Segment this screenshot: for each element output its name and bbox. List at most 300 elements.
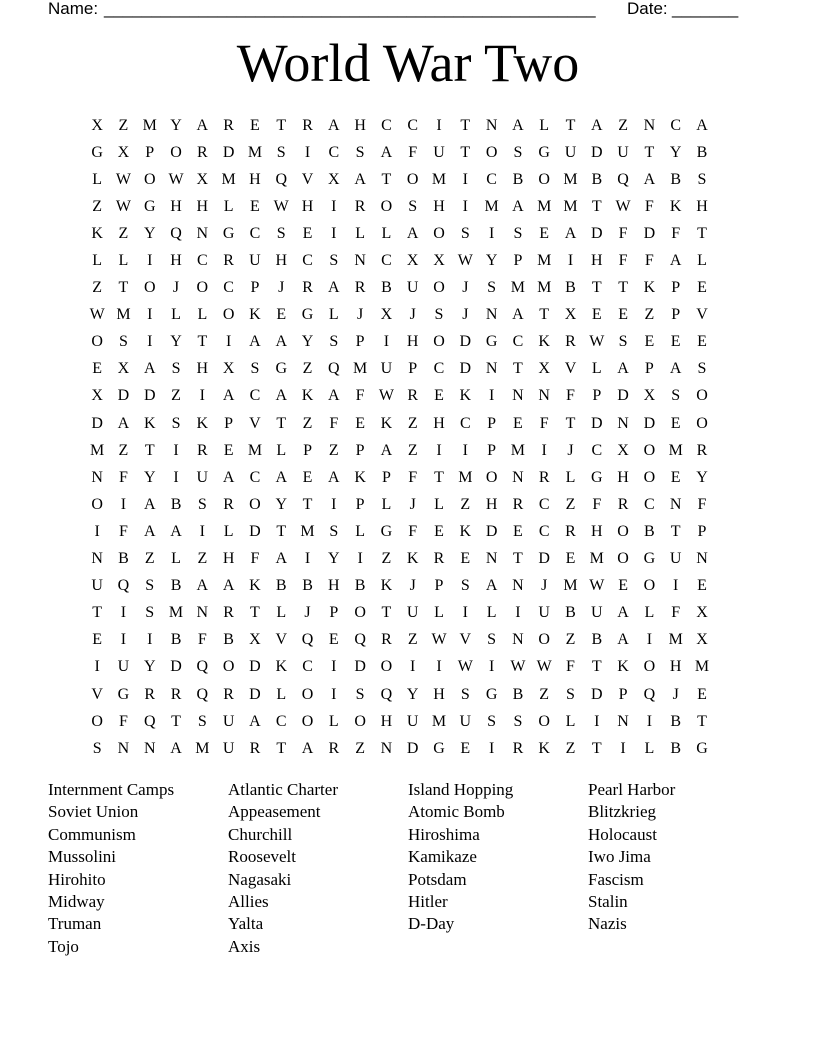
grid-letter: L bbox=[355, 522, 365, 540]
grid-letter: O bbox=[538, 712, 550, 730]
grid-letter: T bbox=[644, 143, 655, 161]
grid-letter: D bbox=[170, 658, 182, 676]
grid-letter: X bbox=[564, 306, 577, 324]
grid-letter: E bbox=[565, 550, 576, 568]
grid-letter: J bbox=[304, 604, 311, 622]
grid-letter: A bbox=[170, 522, 182, 540]
grid-letter: E bbox=[697, 279, 707, 297]
grid-letter: M bbox=[537, 197, 552, 215]
grid-letter: A bbox=[669, 360, 682, 378]
grid-row bbox=[84, 247, 715, 274]
grid-letter: A bbox=[564, 224, 577, 242]
grid-letter: S bbox=[329, 333, 339, 351]
grid-letter: I bbox=[462, 604, 468, 622]
grid-letter: X bbox=[538, 360, 550, 378]
grid-letter: U bbox=[222, 712, 235, 730]
grid-letter: M bbox=[300, 522, 315, 540]
grid-letter: N bbox=[143, 739, 156, 757]
grid-letter: D bbox=[249, 658, 261, 676]
grid-letter: I bbox=[173, 468, 179, 486]
grid-letter: T bbox=[591, 197, 602, 215]
grid-letter: K bbox=[249, 577, 261, 595]
grid-letter: X bbox=[196, 170, 209, 188]
grid-letter: Q bbox=[196, 685, 209, 703]
grid-letter: Y bbox=[485, 252, 498, 270]
grid-letter: K bbox=[380, 414, 393, 432]
grid-letter: H bbox=[222, 550, 235, 568]
grid-letter: T bbox=[591, 739, 602, 757]
grid-letter: W bbox=[115, 197, 131, 215]
grid-letter: D bbox=[538, 550, 550, 568]
grid-letter: T bbox=[250, 604, 260, 622]
grid-letter: T bbox=[302, 495, 313, 513]
grid-letter: I bbox=[436, 658, 442, 676]
header-line bbox=[48, 0, 748, 20]
grid-letter: J bbox=[462, 279, 469, 297]
grid-letter: I bbox=[331, 658, 337, 676]
grid-letter: U bbox=[669, 550, 682, 568]
grid-letter: M bbox=[694, 658, 710, 676]
grid-letter: M bbox=[116, 306, 131, 324]
grid-letter: S bbox=[513, 143, 523, 161]
grid-letter: I bbox=[147, 306, 153, 324]
grid-letter: Z bbox=[144, 550, 155, 568]
grid-letter: E bbox=[302, 468, 313, 486]
grid-letter: K bbox=[354, 468, 366, 486]
grid-letter: N bbox=[617, 712, 629, 730]
grid-letter: R bbox=[512, 495, 524, 513]
grid-letter: N bbox=[696, 550, 708, 568]
grid-letter: O bbox=[91, 495, 103, 513]
grid-letter: G bbox=[275, 360, 287, 378]
date-label: Date: bbox=[627, 0, 668, 18]
grid-letter: A bbox=[328, 279, 340, 297]
grid-letter: S bbox=[697, 360, 707, 378]
grid-letter: R bbox=[197, 441, 208, 459]
grid-row bbox=[84, 112, 715, 139]
grid-letter: A bbox=[196, 577, 209, 595]
grid-letter: I bbox=[488, 739, 495, 757]
grid-letter: P bbox=[513, 252, 523, 270]
grid-letter: O bbox=[485, 143, 498, 161]
date-blank: _______ bbox=[672, 0, 739, 18]
grid-letter: N bbox=[354, 252, 366, 270]
grid-letter: H bbox=[249, 170, 261, 188]
grid-letter: A bbox=[275, 333, 287, 351]
grid-letter: U bbox=[249, 252, 261, 270]
grid-letter: I bbox=[383, 333, 390, 351]
grid-letter: O bbox=[696, 414, 708, 432]
grid-letter: B bbox=[170, 631, 182, 649]
grid-letter: U bbox=[196, 468, 209, 486]
grid-letter: G bbox=[91, 143, 103, 161]
grid-letter: H bbox=[617, 468, 629, 486]
grid-letter: B bbox=[565, 279, 576, 297]
grid-letter: T bbox=[670, 522, 681, 540]
grid-letter: H bbox=[669, 658, 682, 676]
grid-letter: L bbox=[92, 252, 103, 270]
grid-letter: M bbox=[563, 577, 578, 595]
grid-row bbox=[84, 139, 715, 166]
grid-letter: P bbox=[592, 387, 602, 405]
grid-letter: K bbox=[538, 739, 550, 757]
grid-letter: T bbox=[565, 414, 576, 432]
grid-letter: P bbox=[697, 522, 707, 540]
grid-letter: M bbox=[589, 550, 604, 568]
grid-letter: K bbox=[643, 279, 656, 297]
grid-letter: A bbox=[617, 604, 629, 622]
grid-letter: U bbox=[406, 604, 419, 622]
grid-letter: A bbox=[222, 577, 235, 595]
grid-letter: H bbox=[433, 414, 445, 432]
grid-letter: Y bbox=[406, 685, 419, 703]
grid-letter: L bbox=[328, 306, 339, 324]
grid-letter: P bbox=[329, 604, 339, 622]
grid-letter: N bbox=[512, 577, 524, 595]
grid-letter: N bbox=[643, 116, 656, 134]
grid-letter: Q bbox=[170, 224, 182, 242]
grid-letter: L bbox=[92, 170, 103, 188]
grid-row bbox=[84, 464, 715, 491]
grid-letter: S bbox=[487, 712, 497, 730]
grid-letter: D bbox=[591, 685, 603, 703]
grid-letter: X bbox=[696, 631, 708, 649]
grid-letter: B bbox=[591, 170, 603, 188]
grid-letter: L bbox=[644, 739, 655, 757]
grid-letter: A bbox=[222, 468, 235, 486]
grid-letter: Z bbox=[618, 116, 628, 134]
grid-letter: C bbox=[644, 495, 655, 513]
grid-letter: S bbox=[197, 495, 207, 513]
grid-letter: N bbox=[485, 306, 498, 324]
grid-row bbox=[84, 518, 715, 545]
grid-letter: O bbox=[643, 577, 656, 595]
grid-letter: F bbox=[566, 387, 575, 405]
grid-letter: J bbox=[409, 495, 416, 513]
grid-letter: N bbox=[512, 468, 524, 486]
word-list bbox=[48, 779, 768, 958]
grid-letter: R bbox=[249, 739, 261, 757]
grid-letter: N bbox=[91, 468, 103, 486]
grid-letter: X bbox=[643, 387, 656, 405]
grid-letter: G bbox=[143, 197, 156, 215]
grid-letter: L bbox=[223, 197, 234, 215]
grid-letter: X bbox=[406, 252, 419, 270]
grid-letter: B bbox=[118, 550, 129, 568]
grid-letter: S bbox=[355, 143, 365, 161]
grid-letter: G bbox=[301, 306, 314, 324]
grid-letter: D bbox=[643, 224, 656, 242]
grid-letter: T bbox=[381, 170, 392, 188]
grid-letter: E bbox=[618, 577, 628, 595]
word-list-item: Stalin bbox=[588, 891, 628, 911]
grid-letter: T bbox=[276, 739, 287, 757]
grid-letter: I bbox=[462, 170, 468, 188]
grid-letter: W bbox=[89, 306, 105, 324]
grid-letter: I bbox=[304, 143, 311, 161]
grid-letter: A bbox=[512, 306, 524, 324]
grid-letter: F bbox=[566, 658, 575, 676]
grid-letter: O bbox=[249, 495, 261, 513]
grid-letter: A bbox=[485, 577, 498, 595]
grid-letter: T bbox=[276, 414, 287, 432]
grid-letter: A bbox=[617, 631, 629, 649]
grid-letter: C bbox=[223, 279, 234, 297]
word-list-item: Appeasement bbox=[228, 802, 321, 822]
grid-letter: J bbox=[409, 306, 416, 324]
grid-letter: R bbox=[223, 252, 234, 270]
grid-letter: Q bbox=[354, 631, 366, 649]
grid-letter: I bbox=[488, 387, 495, 405]
grid-letter: G bbox=[485, 333, 498, 351]
name-blank: ____________________________________________________ bbox=[104, 0, 596, 18]
grid-letter: S bbox=[487, 631, 497, 649]
grid-letter: N bbox=[485, 360, 498, 378]
grid-letter: O bbox=[143, 170, 156, 188]
grid-letter: B bbox=[302, 577, 313, 595]
grid-letter: P bbox=[487, 441, 497, 459]
grid-letter: L bbox=[565, 712, 576, 730]
grid-letter: Z bbox=[565, 631, 576, 649]
grid-letter: K bbox=[196, 414, 209, 432]
grid-letter: Y bbox=[669, 143, 682, 161]
grid-letter: S bbox=[171, 414, 181, 432]
grid-row bbox=[84, 410, 715, 437]
word-list-item: Kamikaze bbox=[408, 847, 477, 867]
grid-letter: S bbox=[276, 143, 286, 161]
grid-letter: I bbox=[567, 252, 574, 270]
grid-letter: K bbox=[380, 577, 393, 595]
grid-letter: E bbox=[302, 224, 313, 242]
grid-letter: D bbox=[222, 143, 235, 161]
grid-letter: E bbox=[92, 631, 103, 649]
grid-letter: M bbox=[431, 170, 447, 188]
grid-letter: K bbox=[617, 658, 629, 676]
grid-letter: M bbox=[537, 279, 552, 297]
grid-row bbox=[84, 600, 715, 627]
grid-letter: X bbox=[117, 143, 130, 161]
grid-letter: X bbox=[222, 360, 235, 378]
grid-letter: H bbox=[433, 685, 445, 703]
grid-letter: O bbox=[433, 224, 445, 242]
grid-letter: G bbox=[591, 468, 603, 486]
grid-letter: E bbox=[434, 387, 444, 405]
grid-letter: F bbox=[408, 143, 418, 161]
grid-letter: H bbox=[170, 252, 182, 270]
grid-letter: T bbox=[92, 604, 103, 622]
grid-letter: F bbox=[618, 252, 628, 270]
grid-letter: J bbox=[278, 279, 285, 297]
grid-letter: I bbox=[410, 658, 416, 676]
grid-letter: L bbox=[565, 468, 576, 486]
grid-letter: T bbox=[697, 224, 707, 242]
grid-letter: A bbox=[380, 441, 393, 459]
grid-letter: I bbox=[673, 577, 679, 595]
grid-letter: Q bbox=[143, 712, 156, 730]
grid-letter: K bbox=[91, 224, 103, 242]
grid-letter: I bbox=[646, 712, 653, 730]
grid-letter: F bbox=[592, 495, 602, 513]
grid-letter: P bbox=[671, 306, 681, 324]
grid-letter: R bbox=[565, 333, 576, 351]
grid-letter: S bbox=[434, 306, 444, 324]
grid-letter: T bbox=[381, 604, 392, 622]
grid-letter: K bbox=[406, 550, 419, 568]
grid-letter: O bbox=[196, 279, 209, 297]
grid-letter: Z bbox=[539, 685, 550, 703]
grid-letter: E bbox=[223, 441, 234, 459]
word-list-item: Hirohito bbox=[48, 869, 106, 889]
grid-letter: R bbox=[223, 495, 234, 513]
grid-letter: V bbox=[459, 631, 472, 649]
grid-letter: S bbox=[697, 170, 707, 188]
grid-letter: O bbox=[301, 685, 314, 703]
grid-letter: A bbox=[512, 116, 524, 134]
grid-letter: S bbox=[618, 333, 628, 351]
grid-letter: P bbox=[408, 360, 418, 378]
grid-letter: E bbox=[513, 522, 523, 540]
grid-letter: P bbox=[250, 279, 260, 297]
grid-letter: D bbox=[249, 522, 261, 540]
grid-letter: Z bbox=[92, 279, 103, 297]
grid-letter: A bbox=[196, 116, 209, 134]
grid-letter: T bbox=[434, 468, 444, 486]
grid-letter: I bbox=[120, 631, 127, 649]
grid-letter: I bbox=[304, 550, 311, 568]
grid-letter: S bbox=[92, 739, 102, 757]
grid-letter: I bbox=[436, 441, 442, 459]
grid-letter: L bbox=[223, 522, 234, 540]
grid-letter: J bbox=[409, 577, 416, 595]
grid-letter: O bbox=[433, 333, 445, 351]
grid-letter: L bbox=[381, 495, 392, 513]
grid-letter: I bbox=[541, 441, 547, 459]
grid-letter: L bbox=[276, 685, 287, 703]
grid-letter: Z bbox=[565, 739, 576, 757]
grid-letter: Z bbox=[171, 387, 181, 405]
grid-row bbox=[84, 681, 715, 708]
grid-letter: S bbox=[118, 333, 128, 351]
grid-letter: Z bbox=[460, 495, 471, 513]
grid-letter: J bbox=[462, 306, 469, 324]
grid-letter: X bbox=[91, 387, 103, 405]
grid-letter: U bbox=[564, 143, 577, 161]
grid-letter: O bbox=[538, 170, 550, 188]
grid-letter: B bbox=[512, 685, 524, 703]
grid-letter: I bbox=[357, 550, 363, 568]
grid-letter: L bbox=[328, 712, 339, 730]
grid-letter: T bbox=[513, 360, 523, 378]
grid-letter: D bbox=[354, 658, 366, 676]
grid-letter: O bbox=[354, 712, 366, 730]
grid-letter: F bbox=[697, 495, 707, 513]
grid-letter: Z bbox=[92, 197, 103, 215]
grid-letter: G bbox=[696, 739, 708, 757]
grid-letter: F bbox=[671, 224, 681, 242]
grid-letter: F bbox=[644, 252, 654, 270]
grid-letter: Z bbox=[644, 306, 655, 324]
grid-letter: V bbox=[696, 306, 708, 324]
grid-letter: M bbox=[247, 143, 263, 161]
grid-letter: M bbox=[142, 116, 157, 134]
grid-letter: C bbox=[328, 143, 340, 161]
grid-letter: P bbox=[355, 441, 365, 459]
grid-letter: I bbox=[331, 197, 337, 215]
grid-letter: O bbox=[301, 712, 314, 730]
grid-letter: O bbox=[380, 197, 393, 215]
grid-row bbox=[84, 193, 715, 220]
grid-letter: L bbox=[355, 224, 365, 242]
grid-letter: E bbox=[697, 685, 707, 703]
grid-letter: S bbox=[487, 279, 497, 297]
grid-letter: E bbox=[250, 197, 260, 215]
grid-letter: R bbox=[354, 279, 366, 297]
grid-letter: R bbox=[565, 522, 576, 540]
grid-letter: F bbox=[118, 468, 128, 486]
grid-letter: S bbox=[197, 712, 207, 730]
grid-letter: W bbox=[378, 387, 394, 405]
grid-letter: Y bbox=[143, 658, 156, 676]
grid-letter: A bbox=[143, 360, 156, 378]
grid-letter: Q bbox=[275, 170, 287, 188]
grid-letter: O bbox=[433, 279, 445, 297]
grid-letter: S bbox=[329, 252, 339, 270]
grid-letter: L bbox=[171, 550, 181, 568]
grid-letter: A bbox=[275, 468, 287, 486]
grid-letter: A bbox=[328, 116, 340, 134]
grid-letter: O bbox=[617, 550, 629, 568]
grid-letter: C bbox=[433, 360, 445, 378]
grid-letter: C bbox=[302, 658, 313, 676]
grid-letter: B bbox=[170, 495, 182, 513]
grid-letter: U bbox=[406, 712, 419, 730]
grid-letter: B bbox=[670, 170, 682, 188]
grid-letter: T bbox=[276, 522, 287, 540]
word-list-item: Internment Camps bbox=[48, 780, 175, 799]
grid-letter: M bbox=[221, 170, 236, 188]
grid-letter: C bbox=[512, 333, 524, 351]
grid-letter: Z bbox=[302, 414, 313, 432]
word-list-item: Nagasaki bbox=[228, 869, 292, 889]
grid-letter: G bbox=[380, 522, 393, 540]
grid-letter: E bbox=[539, 224, 550, 242]
grid-letter: D bbox=[249, 685, 261, 703]
grid-row bbox=[84, 356, 715, 383]
grid-letter: E bbox=[355, 414, 365, 432]
grid-letter: B bbox=[354, 577, 366, 595]
grid-letter: K bbox=[538, 333, 550, 351]
grid-letter: S bbox=[329, 522, 339, 540]
grid-letter: E bbox=[644, 333, 655, 351]
grid-letter: U bbox=[433, 143, 445, 161]
grid-letter: E bbox=[697, 333, 707, 351]
grid-letter: D bbox=[143, 387, 156, 405]
word-list-item: Midway bbox=[48, 891, 105, 911]
grid-letter: D bbox=[591, 224, 603, 242]
grid-letter: C bbox=[249, 224, 261, 242]
grid-letter: H bbox=[433, 197, 445, 215]
grid-letter: Y bbox=[143, 468, 156, 486]
grid-letter: X bbox=[328, 170, 340, 188]
grid-letter: X bbox=[380, 306, 393, 324]
word-list-item: Yalta bbox=[228, 914, 264, 934]
grid-letter: L bbox=[539, 116, 550, 134]
grid-letter: L bbox=[197, 306, 208, 324]
grid-letter: P bbox=[355, 333, 365, 351]
grid-letter: H bbox=[196, 197, 209, 215]
word-list-item: Atomic Bomb bbox=[408, 802, 505, 822]
grid-row bbox=[84, 437, 715, 464]
